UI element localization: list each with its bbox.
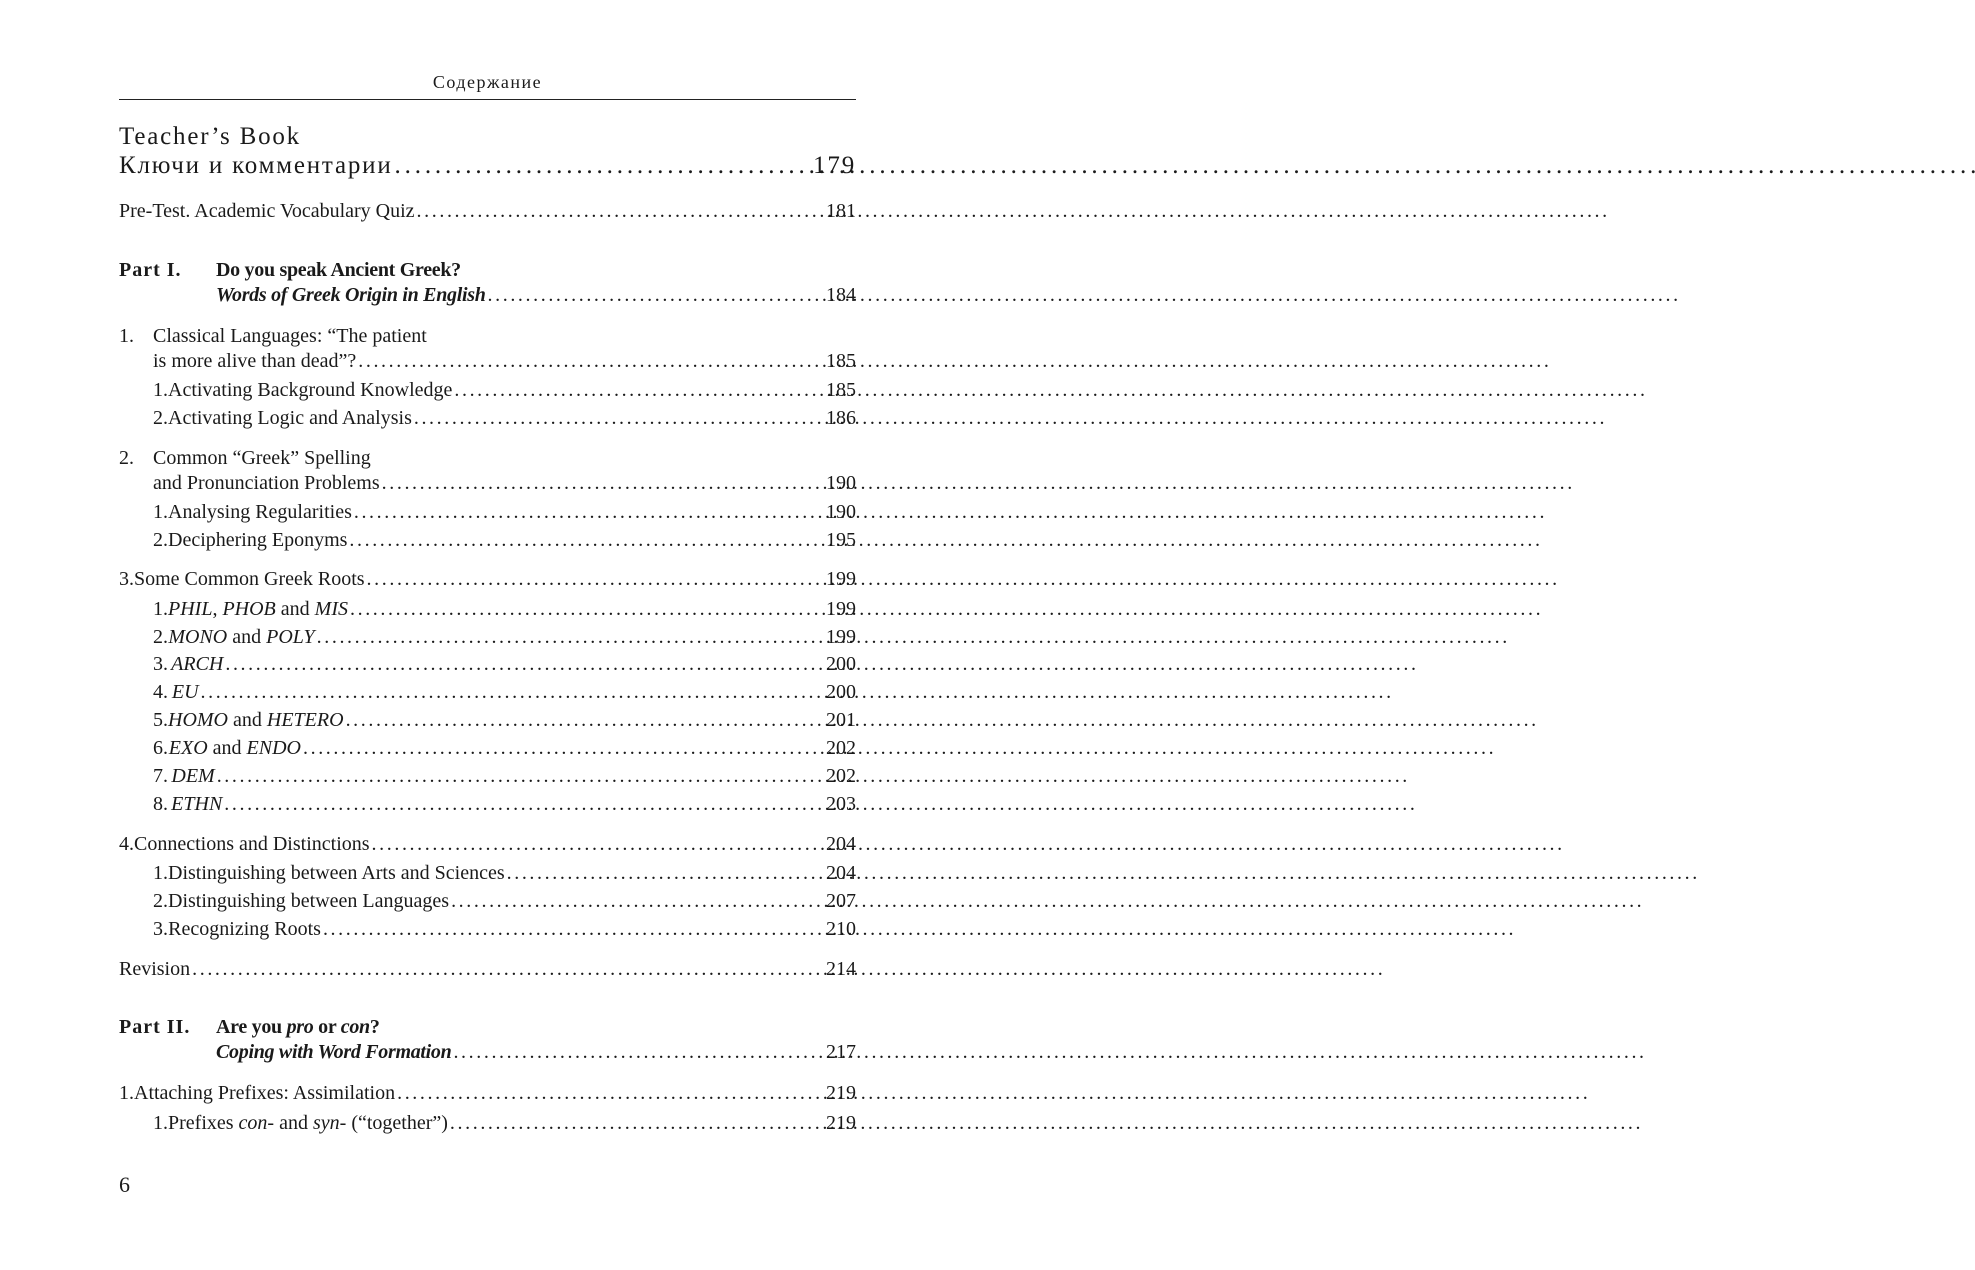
part-subtitle: Coping with Word Formation (216, 1041, 452, 1063)
toc-entry-title (171, 765, 214, 788)
root-term: PHOB (222, 598, 276, 620)
toc-entry-section[interactable] (119, 833, 856, 856)
part-title-text: or (313, 1016, 341, 1038)
toc-entry-title (169, 737, 301, 760)
toc-entry-title: Connections and Distinctions (134, 833, 370, 855)
section-number: 3. (119, 568, 134, 590)
part-title-text: ? (369, 1016, 380, 1038)
part-title-pro: pro (286, 1016, 314, 1038)
dot-leader (225, 653, 824, 676)
root-term: HOMO (168, 709, 228, 731)
dot-leader (317, 626, 824, 649)
toc-entry-title (171, 653, 223, 676)
separator: and (227, 626, 267, 648)
item-number: 3. (153, 653, 168, 675)
title-text: (“together”) (346, 1112, 448, 1134)
toc-entry-title (172, 681, 199, 704)
toc-entry-title (168, 626, 314, 649)
dot-leader (382, 472, 824, 495)
toc-entry-item[interactable] (153, 709, 856, 732)
root-term: EU (171, 681, 199, 703)
dot-leader (358, 350, 824, 373)
item-number: 1. (153, 598, 168, 620)
root-term: HETERO (266, 709, 344, 731)
toc-entry-page: 185 (826, 350, 856, 372)
dot-leader (395, 152, 812, 181)
toc-entry-title: Ключи и комментарии (119, 152, 393, 179)
toc-entry-section[interactable] (119, 1082, 856, 1105)
item-number: 1. (153, 501, 168, 523)
title-text: Prefixes (168, 1112, 239, 1134)
dot-leader (217, 765, 824, 788)
dot-leader (323, 918, 824, 941)
toc-entry-item[interactable] (153, 529, 856, 552)
toc-entry-pretest[interactable] (119, 200, 856, 223)
separator: , (212, 598, 223, 620)
toc-entry-item[interactable] (153, 626, 856, 649)
toc-entry-title: Analysing Regularities (168, 501, 352, 523)
toc-entry-page: 200 (826, 653, 856, 675)
toc-entry-page: 201 (826, 709, 856, 731)
toc-entry-page: 200 (826, 681, 856, 703)
toc-entry-page: 181 (826, 200, 856, 222)
section-number: 1. (119, 325, 134, 347)
dot-leader (346, 709, 824, 732)
toc-entry-page: 203 (826, 793, 856, 815)
toc-entry-title (171, 793, 222, 816)
toc-entry-page: 190 (826, 472, 856, 494)
item-number: 4. (153, 681, 168, 703)
toc-entry-part2[interactable] (216, 1041, 856, 1064)
toc-entry-page: 199 (826, 568, 856, 590)
toc-entry-page: 219 (826, 1112, 856, 1134)
dot-leader (417, 200, 824, 223)
root-term: ETHN (171, 793, 223, 815)
toc-entry-page: 202 (826, 765, 856, 787)
toc-entry-page: 210 (826, 918, 856, 940)
item-number: 1. (153, 379, 168, 401)
dot-leader (192, 958, 824, 981)
section-number: 4. (119, 833, 134, 855)
toc-entry-item[interactable] (153, 765, 856, 788)
root-term: ENDO (246, 737, 301, 759)
page-number: 6 (119, 1172, 130, 1197)
section-title-line: Classical Languages: “The patient (153, 325, 427, 347)
separator: and (207, 737, 247, 759)
dot-leader (453, 1041, 824, 1064)
toc-entry-item[interactable] (153, 918, 856, 941)
dot-leader (303, 737, 824, 760)
title-text: and (274, 1112, 313, 1134)
part-title (216, 1016, 380, 1039)
prefix-term: syn- (312, 1112, 347, 1134)
toc-entry-page: 199 (826, 598, 856, 620)
toc-entry-page: 214 (826, 958, 856, 980)
toc-entry-title: Distinguishing between Languages (168, 890, 450, 912)
item-number: 2. (153, 407, 168, 429)
toc-entry-item[interactable] (153, 890, 856, 913)
dot-leader (349, 529, 824, 552)
root-term: PHIL (168, 598, 213, 620)
toc-entry-section[interactable] (119, 568, 856, 591)
toc-entry-item[interactable] (153, 598, 856, 621)
toc-entry-title: Pre-Test. Academic Vocabulary Quiz (119, 200, 415, 222)
dot-leader (354, 501, 824, 524)
dot-leader (201, 681, 824, 704)
dot-leader (451, 890, 824, 913)
toc-entry-page: 219 (826, 1082, 856, 1104)
toc-entry-page: 184 (826, 284, 856, 306)
section-title-line: Common “Greek” Spelling (153, 447, 371, 469)
toc-entry-part1[interactable] (216, 284, 856, 307)
toc-entry-page: 179 (813, 152, 856, 179)
toc-entry-item[interactable] (153, 1112, 856, 1135)
item-number: 1. (153, 862, 168, 884)
toc-entry-item[interactable] (153, 379, 856, 402)
part-label: Part II. (119, 1016, 191, 1038)
toc-entry-item[interactable] (153, 862, 856, 885)
dot-leader (507, 862, 824, 885)
toc-entry-title: Distinguishing between Arts and Sciences (168, 862, 505, 884)
separator: and (275, 598, 315, 620)
part-subtitle: Words of Greek Origin in English (216, 284, 486, 306)
dot-leader (372, 833, 824, 856)
item-number: 7. (153, 765, 168, 787)
item-number: 5. (153, 709, 168, 731)
item-number: 3. (153, 918, 168, 940)
toc-entry-page: 217 (826, 1041, 856, 1063)
dot-leader (450, 1112, 824, 1135)
dot-leader (350, 598, 824, 621)
section-number: 1. (119, 1082, 134, 1104)
running-header: Содержание (432, 72, 543, 92)
item-number: 2. (153, 529, 168, 551)
toc-entry-page: 195 (826, 529, 856, 551)
root-term: ARCH (171, 653, 224, 675)
part-title-text: Are you (216, 1016, 287, 1038)
dot-leader (367, 568, 824, 591)
toc-entry-title: Some Common Greek Roots (134, 568, 365, 590)
root-term: DEM (171, 765, 215, 787)
toc-entry-item[interactable] (153, 737, 856, 760)
toc-entry-title: Attaching Prefixes: Assimilation (134, 1082, 396, 1104)
header-rule (119, 99, 856, 100)
toc-entry-keys[interactable] (119, 152, 856, 181)
item-number: 6. (153, 737, 168, 759)
dot-leader (488, 284, 824, 307)
toc-entry-page: 185 (826, 379, 856, 401)
toc-entry-section[interactable] (153, 350, 856, 373)
root-term: EXO (168, 737, 208, 759)
toc-entry-page: 199 (826, 626, 856, 648)
dot-leader (414, 407, 824, 430)
dot-leader (454, 379, 824, 402)
toc-entry-title: Activating Logic and Analysis (168, 407, 412, 429)
root-term: POLY (266, 626, 315, 648)
toc-entry-page: 204 (826, 833, 856, 855)
teachers-book-title: Teacher’s Book (119, 123, 301, 150)
item-number: 2. (153, 890, 168, 912)
toc-entry-revision[interactable] (119, 958, 856, 981)
part-title: Do you speak Ancient Greek? (216, 259, 461, 281)
toc-entry-title: Recognizing Roots (168, 918, 321, 940)
toc-entry-title (168, 598, 348, 621)
item-number: 8. (153, 793, 168, 815)
toc-entry-title (168, 709, 344, 732)
toc-entry-item[interactable] (153, 793, 856, 816)
root-term: MONO (168, 626, 228, 648)
toc-entry-page: 186 (826, 407, 856, 429)
toc-entry-title: Activating Background Knowledge (168, 379, 453, 401)
toc-entry-page: 207 (826, 890, 856, 912)
toc-entry-title (168, 1112, 448, 1135)
prefix-term: con- (238, 1112, 275, 1134)
part-title-con: con (340, 1016, 370, 1038)
dot-leader (397, 1082, 824, 1105)
toc-entry-page: 202 (826, 737, 856, 759)
item-number: 2. (153, 626, 168, 648)
toc-entry-section[interactable] (153, 472, 856, 495)
item-number: 1. (153, 1112, 168, 1134)
dot-leader (224, 793, 824, 816)
toc-entry-title: Revision (119, 958, 191, 980)
toc-entry-item[interactable] (153, 653, 856, 676)
separator: and (228, 709, 267, 731)
section-number: 2. (119, 447, 134, 469)
part-label: Part I. (119, 259, 182, 281)
toc-entry-item[interactable] (153, 501, 856, 524)
toc-entry-page: 204 (826, 862, 856, 884)
toc-entry-item[interactable] (153, 407, 856, 430)
toc-entry-title: and Pronunciation Problems (153, 472, 380, 494)
toc-entry-title: is more alive than dead”? (153, 350, 357, 372)
toc-entry-page: 190 (826, 501, 856, 523)
root-term: MIS (314, 598, 348, 620)
toc-entry-title: Deciphering Eponyms (168, 529, 348, 551)
toc-entry-item[interactable] (153, 681, 856, 704)
